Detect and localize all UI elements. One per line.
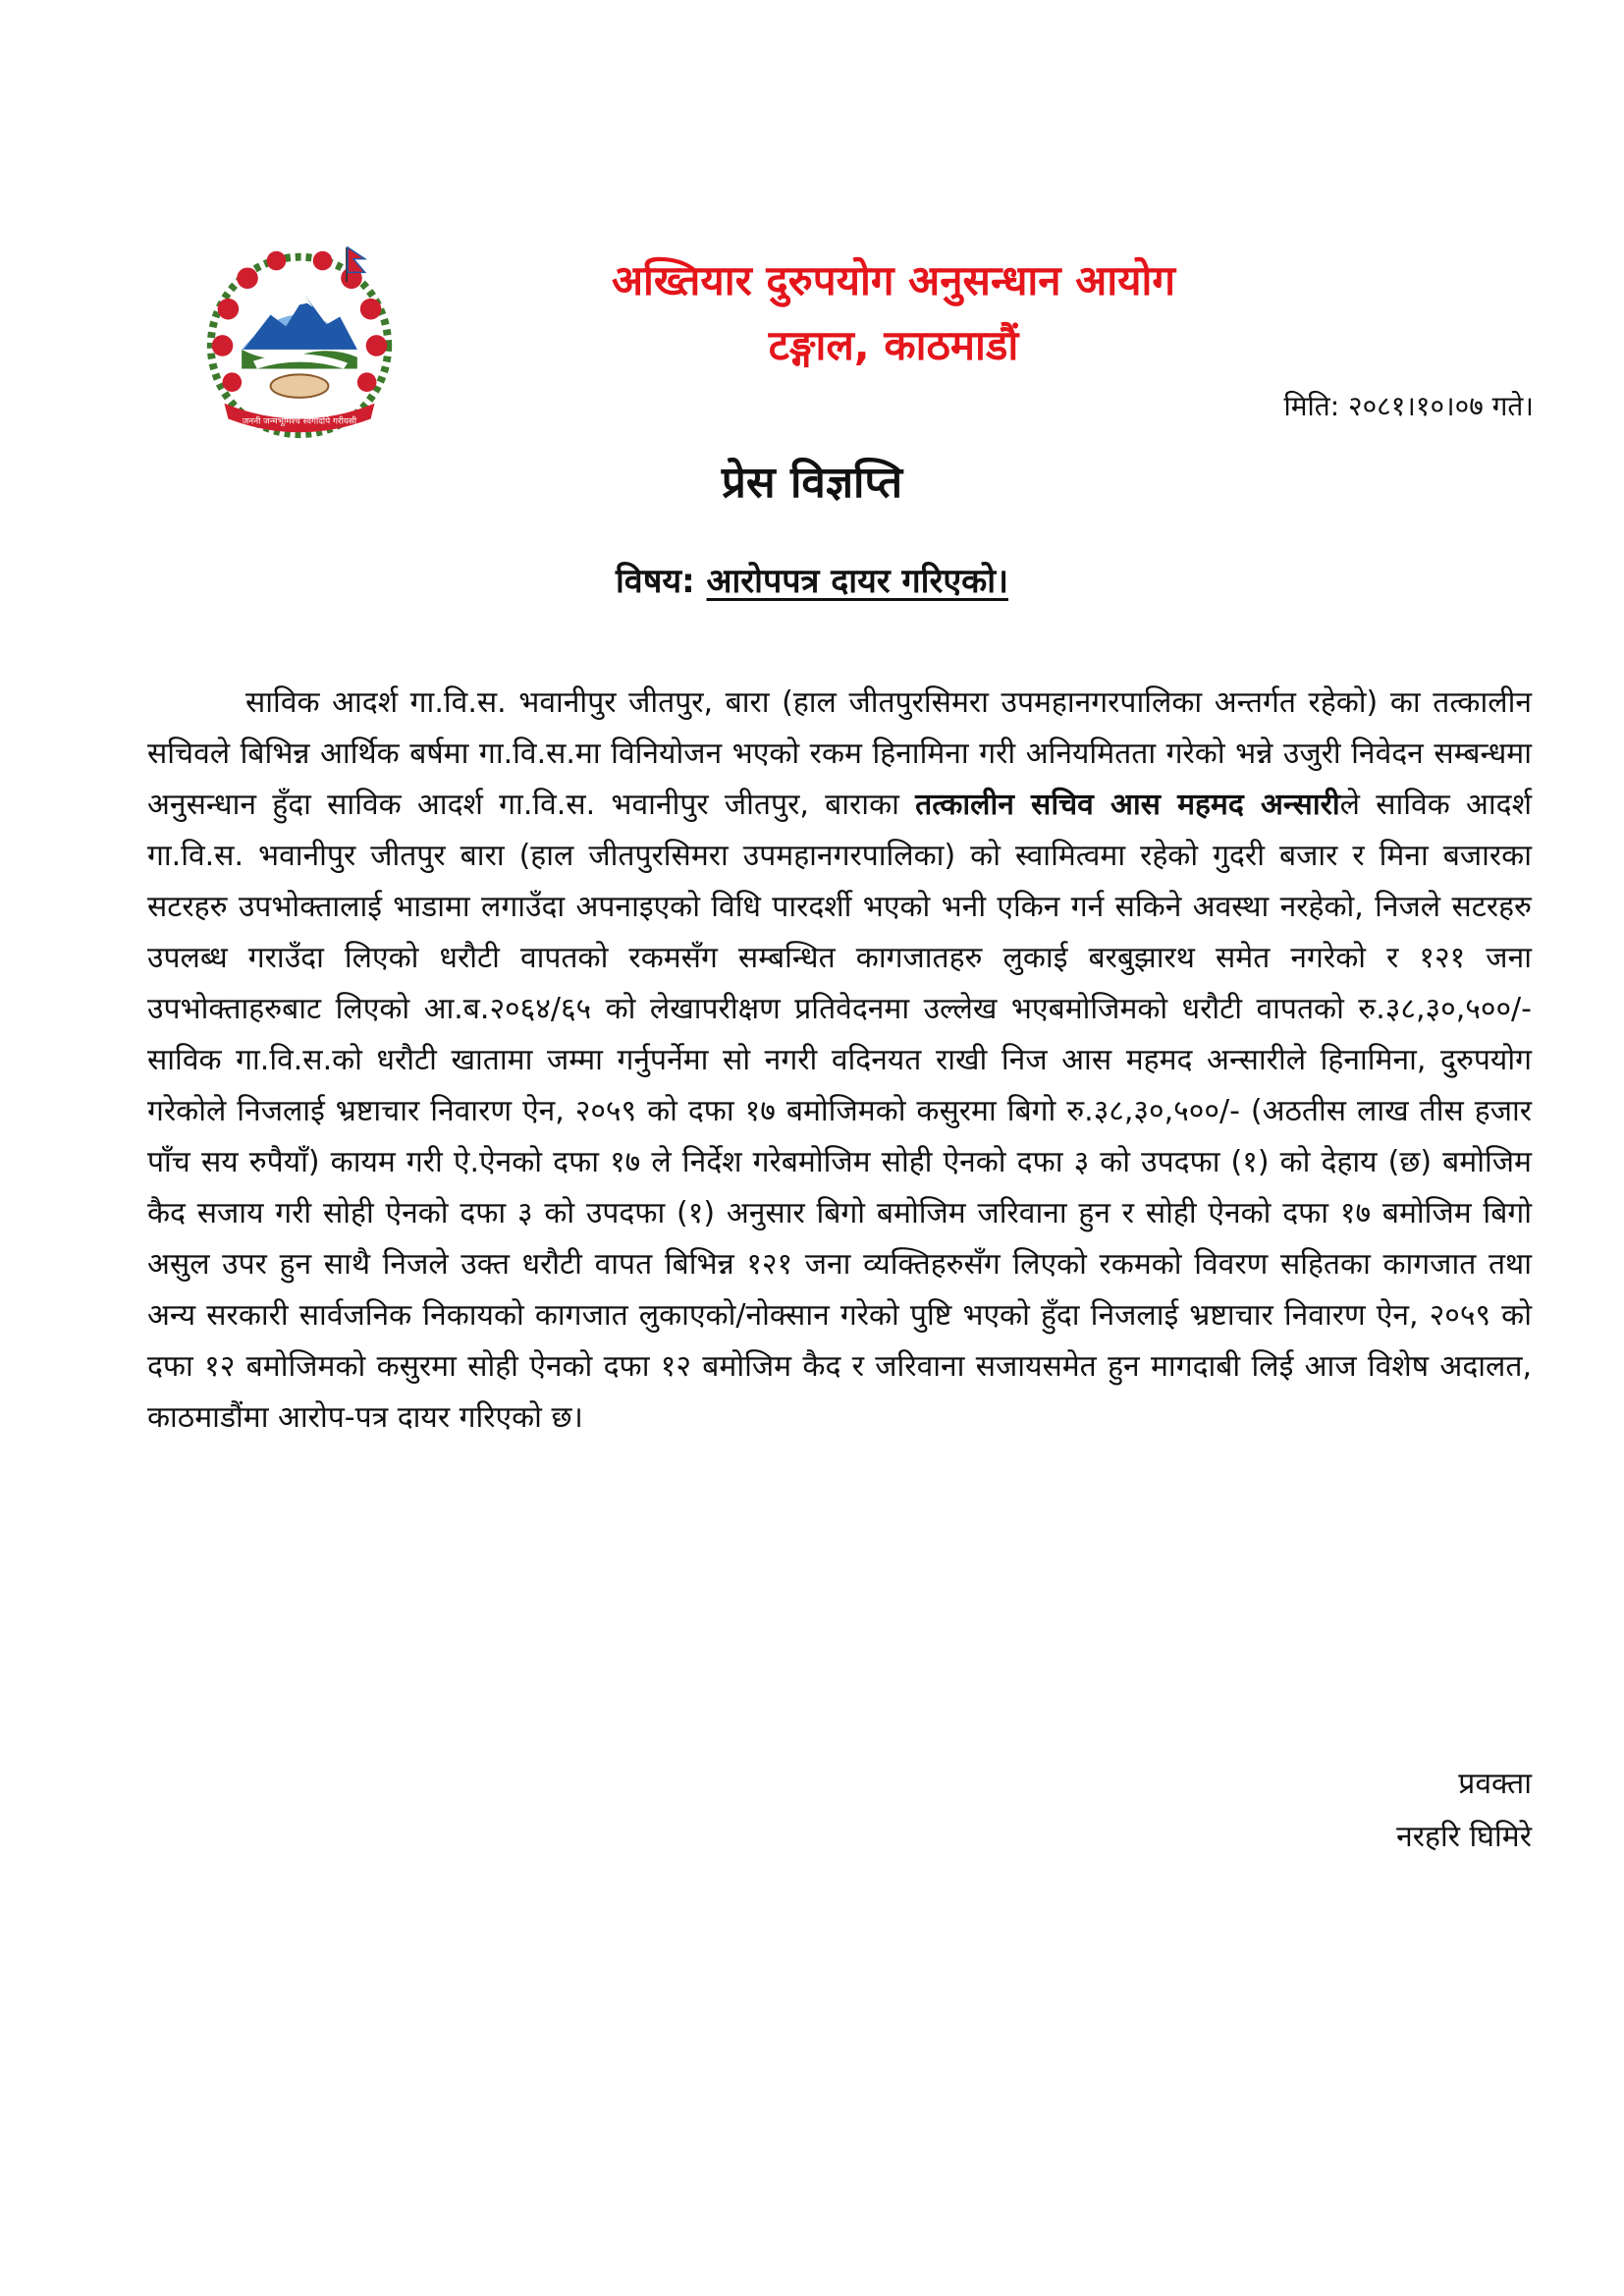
- emblem-motto: जननी जन्मभूमिश्च स्वर्गादपि गरीयसी: [242, 416, 357, 427]
- subject-text: आरोपपत्र दायर गरिएको।: [706, 562, 1008, 601]
- subject-line: [0, 558, 1624, 605]
- body-paragraph: [147, 678, 1532, 1444]
- signatory-title: प्रवक्ता: [1458, 1767, 1532, 1801]
- document-type-heading: प्रेस विज्ञप्ति: [721, 458, 903, 508]
- signature-block: [1396, 1758, 1532, 1864]
- date-line: मिति: २०८१।१०।०७ गते।: [1283, 390, 1534, 422]
- body-text-part-2: ले साविक आदर्श गा.वि.स. भवानीपुर जीतपुर बारा (हाल जीतपुरसिमरा उपमहानगरपालिका) को स्वामित्वमा रहेको गुदरी बजार र मिना बजारका सटरहरु उपभोक्तालाई भाडामा लगाउँदा अपनाइएको विधि पारदर्शी भएको भनी एकिन गर्न सकिने अवस्था नरहेको, निजले सटरहरु उपलब्ध गराउँदा लिएको धरौटी वापतको रकमसँग सम्बन्धित कागजातहरु लुकाई बरबुझारथ समेत नगरेको र १२१ जना उपभोक्ताहरुबाट लिएको आ.ब.२०६४/६५ को लेखापरीक्षण प्रतिवेदनमा उल्लेख भएबमोजिमको धरौटी वापतको रु.३८,३०,५००/- साविक गा.वि.स.को धरौटी खातामा जम्मा गर्नुपर्नेमा सो नगरी वदिनयत राखी निज आस महमद अन्सारीले हिनामिना, दुरुपयोग गरेकोले निजलाई भ्रष्टाचार निवारण ऐन, २०५९ को दफा १७ बमोजिमको कसुरमा बिगो रु.३८,३०,५००/- (अठतीस लाख तीस हजार पाँच सय रुपैयाँ) कायम गरी ऐ.ऐनको दफा १७ ले निर्देश गरेबमोजिम सोही ऐनको दफा ३ को उपदफा (१) को देहाय (छ) बमोजिम कैद सजाय गरी सोही ऐनको दफा ३ को उपदफा (१) अनुसार बिगो बमोजिम जरिवाना हुन र सोही ऐनको दफा १७ बमोजिम बिगो असुल उपर हुन साथै निजले उक्त धरौटी वापत बिभिन्न १२१ जना व्यक्तिहरुसँग लिएको रकमको विवरण सहितका कागजात तथा अन्य सरकारी सार्वजनिक निकायको कागजात लुकाएको/नोक्सान गरेको पुष्टि भएको हुँदा निजलाई भ्रष्टाचार निवारण ऐन, २०५९ को दफा १२ बमोजिमको कसुरमा सोही ऐनको दफा १२ बमोजिम कैद र जरिवाना सजायसमेत हुन मागदाबी लिई आज विशेष अदालत, काठमाडौंमा आरोप-पत्र दायर गरिएको छ।: [147, 788, 1532, 1435]
- body-accused-name: तत्कालीन सचिव आस महमद अन्सारी: [915, 788, 1340, 822]
- nepal-emblem-logo: [192, 242, 406, 444]
- signatory-name: नरहरि घिमिरे: [1396, 1820, 1532, 1854]
- org-name: अख्तियार दुरुपयोग अनुसन्धान आयोग: [611, 256, 1176, 304]
- body-text-part-1: साविक आदर्श गा.वि.स. भवानीपुर जीतपुर, बारा (हाल जीतपुरसिमरा उपमहानगरपालिका अन्तर्गत रहेको) का तत्कालीन सचिवले बिभिन्न आर्थिक बर्षमा गा.वि.स.मा विनियोजन भएको रकम हिनामिना गरी अनियमितता गरेको भन्ने उजुरी निवेदन सम्बन्धमा अनुसन्धान हुँदा साविक आदर्श गा.वि.स. भवानीपुर जीतपुर, बाराका: [147, 685, 1532, 822]
- subject-label: विषय:: [615, 562, 695, 601]
- org-location: टङ्गाल, काठमाडौं: [768, 321, 1019, 369]
